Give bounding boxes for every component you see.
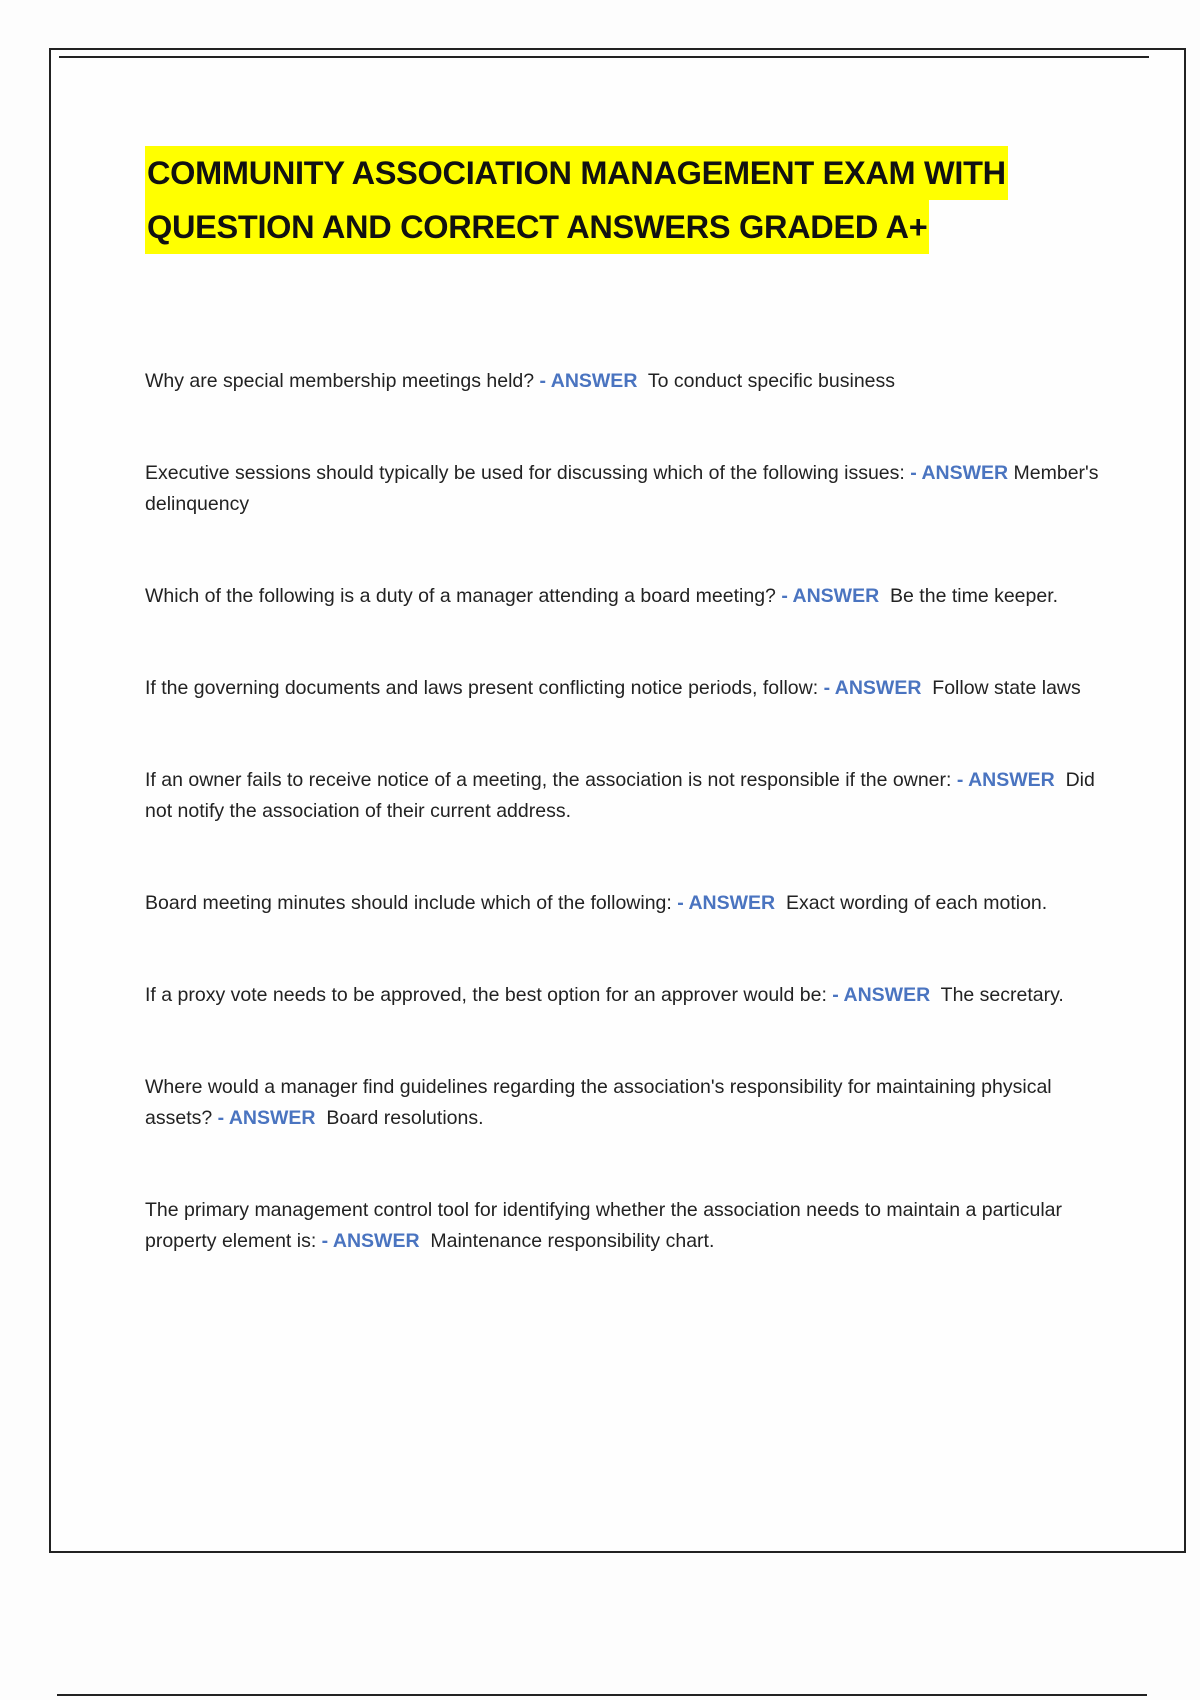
answer-label: - ANSWER [321, 1230, 420, 1252]
qa-item [145, 673, 1105, 704]
title-line-1: COMMUNITY ASSOCIATION MANAGEMENT EXAM WITH [145, 146, 1008, 200]
answer-label: - ANSWER [910, 462, 1009, 484]
answer-text: Board resolutions. [326, 1107, 484, 1129]
answer-label: - ANSWER [956, 769, 1055, 791]
question-text: The primary management control tool for identifying whether the association needs to maintain a particular property element is: [145, 1199, 1062, 1252]
title-line-2: QUESTION AND CORRECT ANSWERS GRADED A+ [145, 200, 929, 254]
qa-item [145, 366, 1105, 397]
question-text: Executive sessions should typically be used for discussing which of the following issues: [145, 462, 905, 484]
question-text: If an owner fails to receive notice of a meeting, the association is not responsible if the owner: [145, 769, 952, 791]
qa-item [145, 980, 1105, 1011]
answer-text: Did not notify the association of their current address. [145, 769, 1095, 822]
question-text: Board meeting minutes should include which of the following: [145, 892, 672, 914]
document-title [145, 146, 1145, 254]
question-text: If a proxy vote needs to be approved, the best option for an approver would be: [145, 984, 827, 1006]
qa-item [145, 1072, 1105, 1134]
answer-label: - ANSWER [781, 585, 880, 607]
qa-item [145, 1195, 1105, 1257]
answer-label: - ANSWER [217, 1107, 316, 1129]
answer-text: Maintenance responsibility chart. [430, 1230, 715, 1252]
question-text: Where would a manager find guidelines regarding the association's responsibility for maintaining physical assets? [145, 1076, 1052, 1129]
answer-text: To conduct specific business [647, 370, 896, 392]
next-page-top-rule [57, 1694, 1147, 1696]
qa-item [145, 458, 1105, 520]
qa-list [145, 366, 1105, 1318]
question-text: If the governing documents and laws present conflicting notice periods, follow: [145, 677, 819, 699]
qa-item [145, 765, 1105, 827]
answer-text: Exact wording of each motion. [785, 892, 1048, 914]
answer-label: - ANSWER [677, 892, 776, 914]
answer-text: Be the time keeper. [890, 585, 1059, 607]
answer-label: - ANSWER [539, 370, 638, 392]
qa-item [145, 888, 1105, 919]
answer-text: Member's delinquency [145, 462, 1099, 515]
question-text: Why are special membership meetings held? [145, 370, 535, 392]
answer-text: Follow state laws [932, 677, 1081, 699]
answer-label: - ANSWER [823, 677, 922, 699]
answer-label: - ANSWER [832, 984, 931, 1006]
answer-text: The secretary. [940, 984, 1064, 1006]
question-text: Which of the following is a duty of a manager attending a board meeting? [145, 585, 776, 607]
top-rule [59, 56, 1149, 58]
page-frame [49, 48, 1186, 1553]
qa-item [145, 581, 1105, 612]
